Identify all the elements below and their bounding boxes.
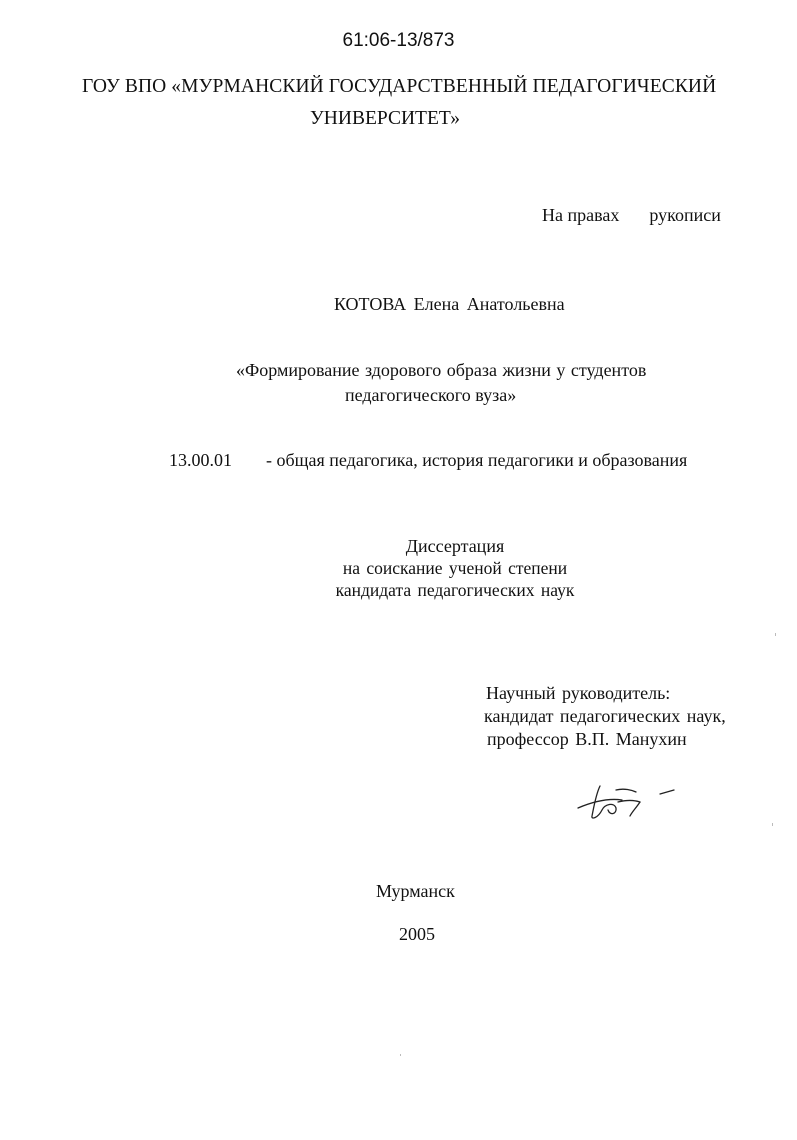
scan-speck	[400, 1054, 401, 1056]
dissertation-type: Диссертация	[405, 536, 505, 556]
year: 2005	[399, 924, 435, 944]
dissertation-title-line1: «Формирование здорового образа жизни у студентов	[236, 360, 647, 380]
signature-icon	[570, 778, 690, 822]
specialty-code: 13.00.01	[169, 450, 232, 470]
city: Мурманск	[376, 881, 455, 901]
manuscript-rights-part2: рукописи	[649, 205, 721, 225]
scan-speck	[775, 633, 776, 636]
organization-name-line1: ГОУ ВПО «МУРМАНСКИЙ ГОСУДАРСТВЕННЫЙ ПЕДАГОГИЧЕСКИЙ	[82, 76, 717, 97]
manuscript-rights	[542, 205, 721, 226]
scan-speck	[772, 823, 773, 826]
supervisor-name: профессор В.П. Манухин	[487, 729, 687, 749]
degree-line1: на соискание ученой степени	[342, 558, 568, 578]
organization-name-line2: УНИВЕРСИТЕТ»	[310, 108, 461, 129]
document-code: 61:06-13/873	[342, 30, 455, 51]
specialty-name: - общая педагогика, история педагогики и образования	[266, 450, 688, 470]
degree-line2: кандидата педагогических наук	[335, 580, 575, 600]
manuscript-rights-part1: На правах	[542, 205, 620, 225]
supervisor-degree: кандидат педагогических наук,	[484, 706, 726, 726]
supervisor-label: Научный руководитель:	[486, 683, 671, 703]
dissertation-title-line2: педагогического вуза»	[345, 385, 517, 405]
author-name: КОТОВА Елена Анатольевна	[334, 294, 565, 314]
